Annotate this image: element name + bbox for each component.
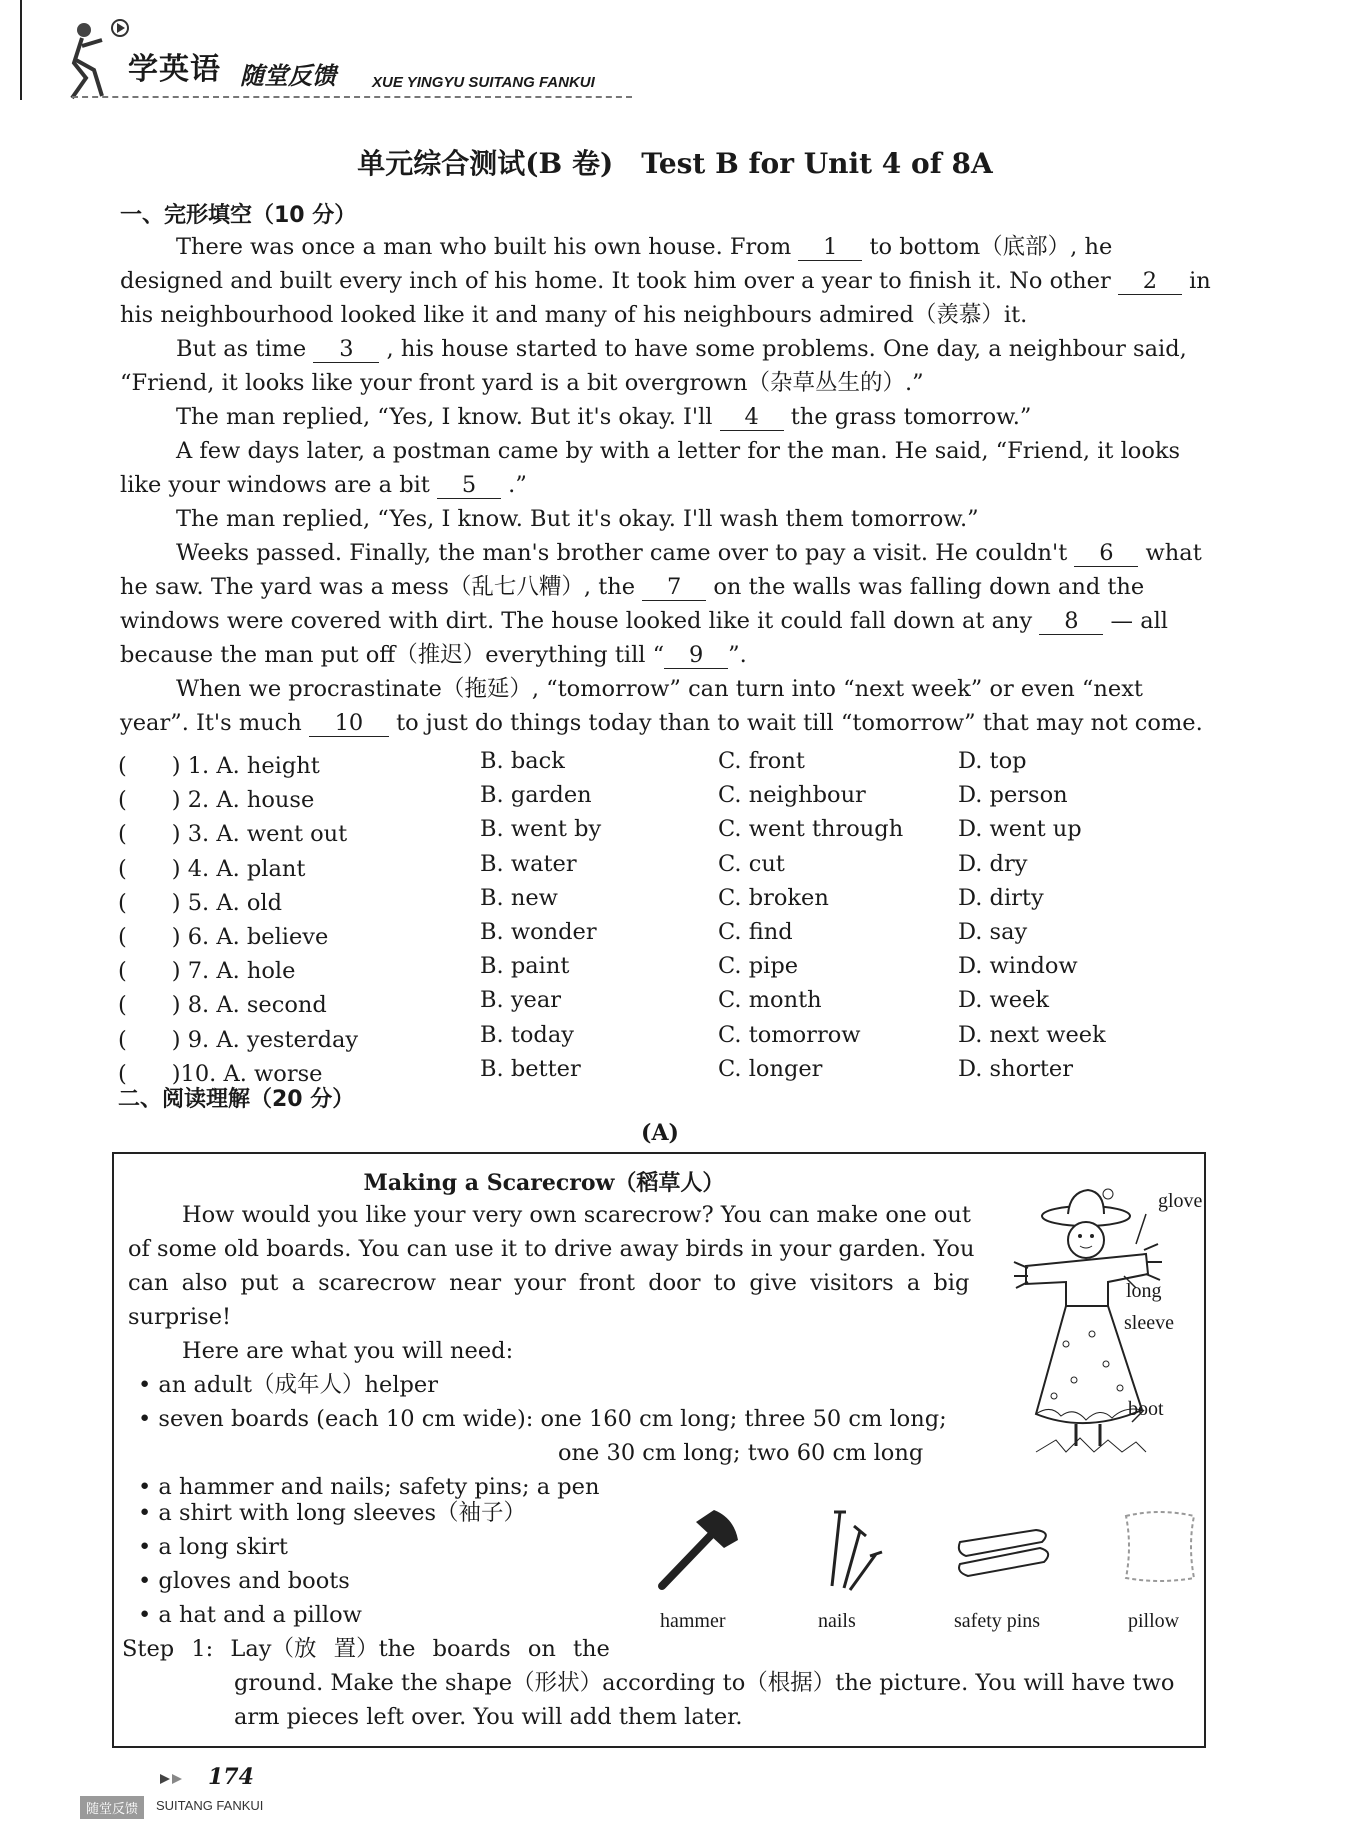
blank-7[interactable]: 7 xyxy=(642,574,706,601)
question-option-d[interactable]: D. say xyxy=(958,919,1028,945)
question-option-a[interactable]: ( ) 4. A. plant xyxy=(118,855,306,882)
passage-text: he saw. The yard was a mess（乱七八糟）, the xyxy=(120,574,636,600)
passage-text: .” xyxy=(508,472,527,498)
question-row xyxy=(118,851,1218,885)
page-title: 单元综合测试(B 卷) Test B for Unit 4 of 8A xyxy=(357,147,993,180)
intro-line: How would you like your very own scarecrow? You can make one out xyxy=(182,1202,971,1228)
list-item: • a long skirt xyxy=(138,1534,288,1560)
caption-nails: nails xyxy=(818,1610,856,1632)
question-option-d[interactable]: D. top xyxy=(958,748,1027,774)
caption-hammer: hammer xyxy=(660,1610,726,1632)
label-glove: glove xyxy=(1158,1190,1203,1212)
label-long: long xyxy=(1126,1280,1162,1302)
page-number: 174 xyxy=(208,1764,254,1790)
question-option-b[interactable]: B. better xyxy=(480,1055,581,1082)
question-option-a[interactable]: ( ) 9. A. yesterday xyxy=(118,1026,359,1053)
blank-9[interactable]: 9 xyxy=(664,642,728,669)
passage-text: what xyxy=(1145,540,1202,566)
passage-text: A few days later, a postman came by with a letter for the man. He said, “Friend, it looks xyxy=(176,438,1181,464)
passage-text: to just do things today than to wait till “tomorrow” that may not come. xyxy=(396,710,1203,736)
list-item: one 30 cm long; two 60 cm long xyxy=(558,1440,924,1466)
double-arrow-icon xyxy=(160,1772,200,1786)
blank-10[interactable]: 10 xyxy=(309,710,389,737)
pillow-icon xyxy=(1120,1506,1200,1586)
question-option-b[interactable]: B. water xyxy=(480,850,577,877)
question-option-d[interactable]: D. dry xyxy=(958,850,1028,877)
blank-1[interactable]: 1 xyxy=(798,234,862,261)
passage-text: ”. xyxy=(728,642,747,668)
blank-4[interactable]: 4 xyxy=(720,404,784,431)
list-item: • a hat and a pillow xyxy=(138,1602,362,1628)
question-row xyxy=(118,919,1218,953)
logo-subtitle: 随堂反馈 xyxy=(240,62,336,90)
question-option-d[interactable]: D. person xyxy=(958,782,1068,809)
passage-text: because the man put off（推迟）everything till “ xyxy=(120,642,665,668)
question-option-a[interactable]: ( ) 6. A. believe xyxy=(118,924,329,950)
question-option-c[interactable]: C. front xyxy=(718,748,805,774)
logo-english: XUE YINGYU SUITANG FANKUI xyxy=(372,74,595,91)
runner-icon xyxy=(62,18,132,103)
question-option-a[interactable]: ( ) 3. A. went out xyxy=(118,821,348,848)
part-label: (A) xyxy=(641,1120,679,1146)
footer-badge: 随堂反馈 xyxy=(80,1796,144,1819)
intro-line: can also put a scarecrow near your front door to give visitors a big xyxy=(128,1270,970,1296)
list-item: • seven boards (each 10 cm wide): one 160 cm long; three 50 cm long; xyxy=(138,1406,947,1432)
question-option-b[interactable]: B. back xyxy=(480,748,565,774)
passage-text: to bottom（底部）, he xyxy=(869,234,1113,260)
passage-text: windows were covered with dirt. The house looked like it could fall down at any xyxy=(120,608,1033,634)
question-option-d[interactable]: D. week xyxy=(958,987,1050,1014)
header-divider xyxy=(72,96,632,98)
step-line: Step 1: Lay（放 置）the boards on the xyxy=(122,1636,610,1662)
question-row xyxy=(118,816,1218,850)
question-row xyxy=(118,885,1218,919)
box-title: Making a Scarecrow（稻草人） xyxy=(363,1170,725,1196)
safety-pins-icon xyxy=(956,1522,1056,1582)
passage-text: on the walls was falling down and the xyxy=(713,574,1145,600)
passage-text: in xyxy=(1189,268,1211,294)
question-option-b[interactable]: B. paint xyxy=(480,953,570,980)
question-option-c[interactable]: C. find xyxy=(718,919,793,945)
question-option-c[interactable]: C. went through xyxy=(718,816,904,843)
question-option-c[interactable]: C. cut xyxy=(718,850,785,877)
list-item: • a hammer and nails; safety pins; a pen xyxy=(138,1474,600,1500)
blank-8[interactable]: 8 xyxy=(1039,608,1103,635)
caption-pillow: pillow xyxy=(1128,1610,1180,1632)
passage-text: , his house started to have some problems. One day, a neighbour said, xyxy=(386,336,1187,362)
blank-6[interactable]: 6 xyxy=(1074,540,1138,567)
question-option-d[interactable]: D. went up xyxy=(958,816,1082,843)
passage-text: the grass tomorrow.” xyxy=(790,404,1032,430)
intro-line: surprise! xyxy=(128,1304,232,1330)
question-option-a[interactable]: ( )10. A. worse xyxy=(118,1060,323,1087)
passage-text: When we procrastinate（拖延）, “tomorrow” can turn into “next week” or even “next xyxy=(176,676,1143,702)
passage-text: “Friend, it looks like your front yard is a bit overgrown（杂草丛生的）.” xyxy=(120,370,924,396)
margin-rule xyxy=(20,0,22,100)
question-option-c[interactable]: C. broken xyxy=(718,884,829,911)
step-line: ground. Make the shape（形状）according to（根据）the picture. You will have two xyxy=(234,1670,1175,1696)
passage-text: But as time xyxy=(176,336,307,362)
label-sleeve: sleeve xyxy=(1124,1312,1174,1334)
question-option-a[interactable]: ( ) 2. A. house xyxy=(118,787,315,814)
passage-text: — all xyxy=(1110,608,1169,634)
section-heading-cloze: 一、完形填空（10 分） xyxy=(120,203,357,228)
passage-text: The man replied, “Yes, I know. But it's okay. I'll xyxy=(176,404,713,430)
blank-5[interactable]: 5 xyxy=(437,472,501,499)
blank-3[interactable]: 3 xyxy=(313,336,379,363)
question-option-a[interactable]: ( ) 7. A. hole xyxy=(118,958,296,985)
passage-text: designed and built every inch of his home. It took him over a year to finish it. No other xyxy=(120,268,1111,294)
reading-box xyxy=(112,1152,1206,1748)
question-option-a[interactable]: ( ) 5. A. old xyxy=(118,889,283,916)
question-option-c[interactable]: C. tomorrow xyxy=(718,1021,861,1048)
footer-subtitle: SUITANG FANKUI xyxy=(156,1798,264,1813)
question-option-a[interactable]: ( ) 8. A. second xyxy=(118,992,327,1019)
question-option-b[interactable]: B. wonder xyxy=(480,919,597,945)
question-row xyxy=(118,782,1218,816)
passage-text: his neighbourhood looked like it and many of his neighbours admired（羡慕）it. xyxy=(120,302,1028,328)
need-line: Here are what you will need: xyxy=(182,1338,514,1364)
question-row xyxy=(118,748,1218,782)
list-item: • a shirt with long sleeves（袖子） xyxy=(138,1500,527,1526)
logo-chinese: 学英语 xyxy=(128,52,221,87)
label-boot: boot xyxy=(1128,1398,1164,1420)
passage-text: There was once a man who built his own house. From xyxy=(176,234,792,260)
section-heading-reading: 二、阅读理解（20 分） xyxy=(118,1087,355,1112)
question-option-c[interactable]: C. neighbour xyxy=(718,782,866,809)
question-option-d[interactable]: D. shorter xyxy=(958,1055,1073,1082)
question-row xyxy=(118,953,1218,987)
nails-icon xyxy=(804,1506,894,1596)
question-option-c[interactable]: C. month xyxy=(718,987,822,1014)
question-option-b[interactable]: B. today xyxy=(480,1021,574,1048)
list-item: • an adult（成年人）helper xyxy=(138,1372,439,1398)
question-option-d[interactable]: D. next week xyxy=(958,1021,1106,1048)
hammer-icon xyxy=(654,1504,744,1594)
passage-text: Weeks passed. Finally, the man's brother came over to pay a visit. He couldn't xyxy=(176,540,1068,566)
caption-safety-pins: safety pins xyxy=(954,1610,1041,1632)
passage-text: The man replied, “Yes, I know. But it's okay. I'll wash them tomorrow.” xyxy=(176,506,979,532)
question-option-b[interactable]: B. new xyxy=(480,884,558,911)
question-row xyxy=(118,1022,1218,1056)
question-option-b[interactable]: B. year xyxy=(480,987,562,1014)
question-option-b[interactable]: B. went by xyxy=(480,816,602,843)
question-option-c[interactable]: C. pipe xyxy=(718,953,799,980)
blank-2[interactable]: 2 xyxy=(1118,268,1182,295)
question-option-d[interactable]: D. window xyxy=(958,953,1078,980)
question-option-c[interactable]: C. longer xyxy=(718,1055,823,1082)
step-line: arm pieces left over. You will add them later. xyxy=(234,1704,743,1730)
question-option-a[interactable]: ( ) 1. A. height xyxy=(118,753,320,779)
passage-text: year”. It's much xyxy=(120,710,302,736)
list-item: • gloves and boots xyxy=(138,1568,350,1594)
passage-text: like your windows are a bit xyxy=(120,472,430,498)
question-option-b[interactable]: B. garden xyxy=(480,782,592,809)
question-option-d[interactable]: D. dirty xyxy=(958,884,1044,911)
intro-line: of some old boards. You can use it to drive away birds in your garden. You xyxy=(128,1236,975,1262)
question-row xyxy=(118,987,1218,1021)
